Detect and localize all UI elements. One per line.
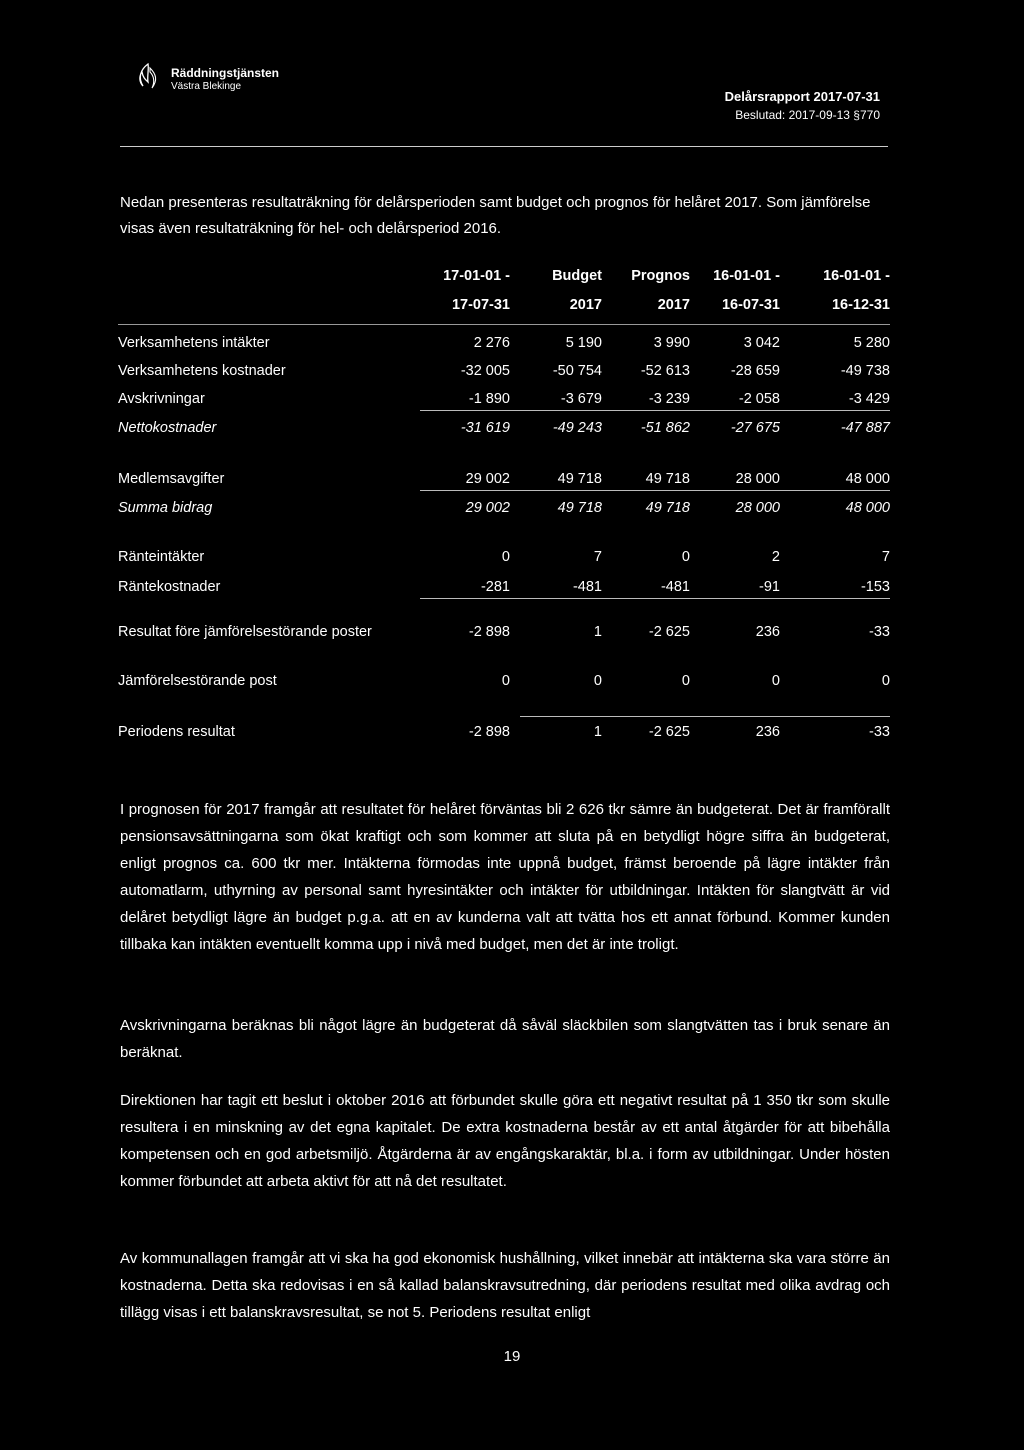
cell-value: -51 862 — [640, 420, 690, 436]
cell-value: 0 — [681, 549, 690, 565]
subtotal-underline — [420, 410, 890, 411]
table-row — [118, 724, 890, 748]
flame-logo-icon — [130, 62, 166, 92]
column-header-line2: 17-07-31 — [451, 297, 510, 313]
cell-value: -52 613 — [640, 363, 690, 379]
row-label: Nettokostnader — [118, 420, 217, 436]
intro-text — [120, 190, 890, 242]
row-label: Ränteintäkter — [118, 549, 205, 565]
cell-value: 1 — [593, 624, 602, 640]
table-row — [118, 579, 890, 603]
row-label: Verksamhetens intäkter — [118, 335, 270, 351]
row-label: Jämförelsestörande post — [118, 673, 277, 689]
org-region: Västra Blekinge — [171, 81, 242, 92]
cell-value: -3 429 — [848, 391, 890, 407]
cell-value: 49 718 — [557, 500, 602, 516]
column-header-line2: 16-12-31 — [831, 297, 890, 313]
cell-value: -2 058 — [738, 391, 780, 407]
cell-value: -28 659 — [730, 363, 780, 379]
cell-value: -33 — [869, 724, 890, 740]
row-label: Avskrivningar — [118, 391, 205, 407]
cell-value: 0 — [501, 549, 510, 565]
column-header-line1: Prognos — [631, 268, 690, 284]
decision-date: Beslutad: 2017-09-13 §770 — [735, 108, 880, 122]
cell-value: 1 — [593, 724, 602, 740]
row-label: Periodens resultat — [118, 724, 235, 740]
cell-value: 236 — [755, 724, 780, 740]
cell-value: -31 619 — [460, 420, 510, 436]
subtotal-underline — [420, 490, 890, 491]
cell-value: 7 — [881, 549, 890, 565]
row-label: Verksamhetens kostnader — [118, 363, 286, 379]
header-divider — [120, 146, 888, 147]
depreciation-paragraph: Avskrivningarna beräknas bli något lägre än budgeterat då såväl släckbilen som slangtvätten tas i bruk senare än beräknat. — [120, 1017, 890, 1061]
cell-value: -2 898 — [468, 724, 510, 740]
table-header-divider — [118, 324, 890, 325]
cell-value: 2 — [771, 549, 780, 565]
cell-value: 49 718 — [645, 471, 690, 487]
cell-value: 3 042 — [743, 335, 780, 351]
row-label: Resultat före jämförelsestörande poster — [118, 624, 372, 640]
cell-value: 7 — [593, 549, 602, 565]
cell-value: 0 — [593, 673, 602, 689]
intro-paragraph: Nedan presenteras resultaträkning för delårsperioden samt budget och prognos för helåret 2017. Som jämförelse visas även resultaträkning för hel- och delårsperiod 2016. — [120, 194, 871, 237]
cell-value: -2 898 — [468, 624, 510, 640]
column-header-line2: 16-07-31 — [721, 297, 780, 313]
column-header-line2: 2017 — [657, 297, 690, 313]
row-label: Räntekostnader — [118, 579, 221, 595]
subtotal-underline — [420, 598, 890, 599]
forecast-paragraph: I prognosen för 2017 framgår att resultatet för helåret förväntas bli 2 626 tkr sämre än budgeterat. Det är framförallt pensionsavsättningarna som ökat kraftigt och som kommer att sluta på en betydligt högre siffra än budgeterat, enligt prognos ca. 600 tkr mer. Intäkterna förmodas inte uppnå budget, främst beroende på lägre intäkter från automatlarm, uthyrning av personal samt hyresintäkter och intäkter för utbildningar. Intäkten för slangtvätt är vid delåret betydligt lägre än budget p.g.a. att en av kunderna valt att tvätta hos ett annat förbund. Kommer kunden tillbaka kan intäkten eventuellt komma upp i nivå med budget, men det är inte troligt. — [120, 801, 890, 953]
table-row — [118, 624, 890, 648]
cell-value: 5 280 — [853, 335, 890, 351]
cell-value: 48 000 — [845, 500, 890, 516]
table-row — [118, 673, 890, 697]
cell-value: 29 002 — [465, 500, 510, 516]
cell-value: 5 190 — [565, 335, 602, 351]
table-row — [118, 549, 890, 573]
column-header-line1: Budget — [552, 268, 602, 284]
table-row — [118, 335, 890, 359]
cell-value: -3 679 — [560, 391, 602, 407]
cell-value: -481 — [660, 579, 690, 595]
column-header-line1: 16-01-01 - — [823, 268, 890, 284]
column-header-line1: 16-01-01 - — [713, 268, 780, 284]
cell-value: 0 — [771, 673, 780, 689]
cell-value: -27 675 — [730, 420, 780, 436]
cell-value: -47 887 — [840, 420, 890, 436]
cell-value: -49 243 — [552, 420, 602, 436]
cell-value: 3 990 — [653, 335, 690, 351]
cell-value: -1 890 — [468, 391, 510, 407]
cell-value: -32 005 — [460, 363, 510, 379]
cell-value: 0 — [501, 673, 510, 689]
cell-value: -49 738 — [840, 363, 890, 379]
table-row — [118, 391, 890, 415]
column-header-line1: 17-01-01 - — [443, 268, 510, 284]
cell-value: -2 625 — [648, 624, 690, 640]
org-name: Räddningstjänsten — [171, 66, 280, 80]
table-row — [118, 363, 890, 387]
board-decision-paragraph: Direktionen har tagit ett beslut i oktober 2016 att förbundet skulle göra ett negativt resultat på 1 350 tkr som skulle resultera i en minskning av det egna kapitalet. De extra kostnaderna består av ett antal åtgärder för att bibehålla kompetensen och en god arbetsmiljö. Åtgärderna är av engångskaraktär, bl.a. i form av utbildningar. Under hösten kommer förbundet att arbeta aktivt för att nå det resultatet. — [120, 1092, 890, 1190]
cell-value: 0 — [681, 673, 690, 689]
table-row — [118, 471, 890, 495]
cell-value: -153 — [860, 579, 890, 595]
row-label: Medlemsavgifter — [118, 471, 225, 487]
cell-value: -481 — [572, 579, 602, 595]
cell-value: 0 — [881, 673, 890, 689]
cell-value: 48 000 — [845, 471, 890, 487]
table-row — [118, 500, 890, 524]
cell-value: 29 002 — [465, 471, 510, 487]
cell-value: -2 625 — [648, 724, 690, 740]
cell-value: 28 000 — [735, 471, 780, 487]
cell-value: 49 718 — [645, 500, 690, 516]
report-title: Delårsrapport 2017-07-31 — [724, 89, 880, 104]
row-label: Summa bidrag — [118, 500, 213, 516]
total-overline — [520, 716, 890, 717]
table-row — [118, 420, 890, 444]
cell-value: 49 718 — [557, 471, 602, 487]
cell-value: 236 — [755, 624, 780, 640]
cell-value: -281 — [480, 579, 510, 595]
cell-value: -50 754 — [552, 363, 602, 379]
page-number: 19 — [503, 1348, 521, 1365]
cell-value: -3 239 — [648, 391, 690, 407]
cell-value: -91 — [759, 579, 780, 595]
cell-value: 2 276 — [473, 335, 510, 351]
column-header-line2: 2017 — [569, 297, 602, 313]
cell-value: -33 — [869, 624, 890, 640]
cell-value: 28 000 — [735, 500, 780, 516]
balance-requirement-paragraph: Av kommunallagen framgår att vi ska ha god ekonomisk hushållning, vilket innebär att intäkterna ska vara större än kostnaderna. Detta ska redovisas i en så kallad balanskravsutredning, där periodens resultat med olika avdrag och tillägg visas i ett balanskravsresultat, se not 5. Periodens resultat enligt — [120, 1250, 890, 1321]
